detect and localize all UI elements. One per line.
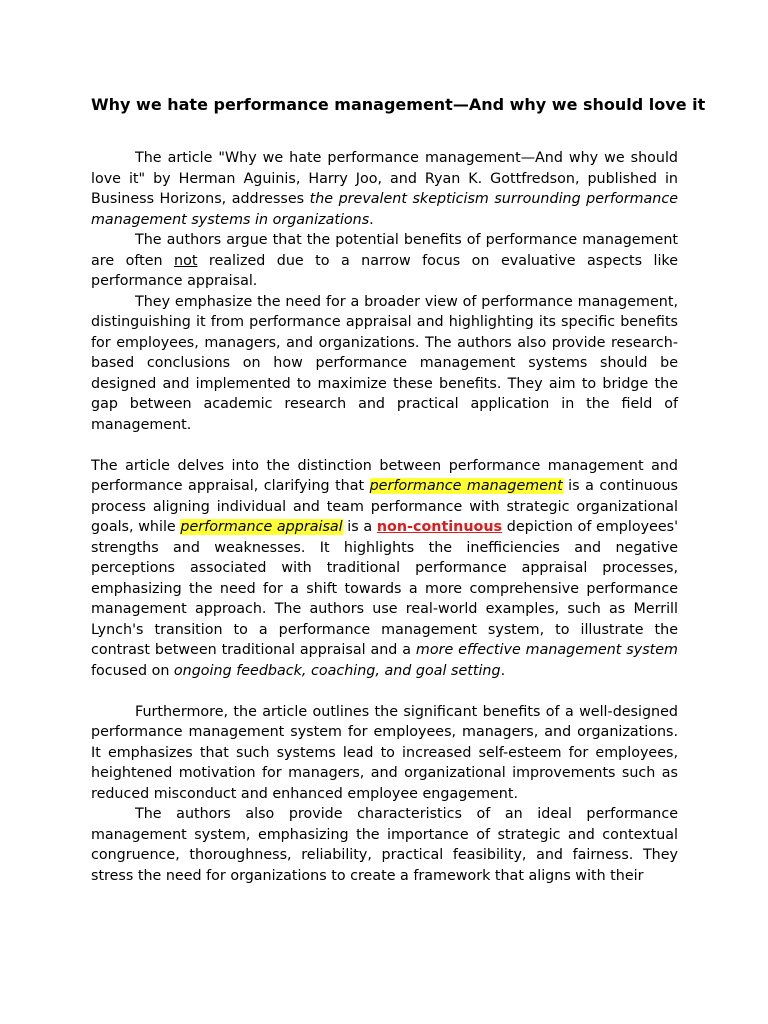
underlined-text: not xyxy=(174,252,198,269)
text-run: focused on xyxy=(91,662,174,679)
paragraph-1 xyxy=(91,148,678,230)
document-title: Why we hate performance management—And why we should love it xyxy=(91,95,706,114)
text-run: The authors argue that the potential benefits of performance management are often xyxy=(91,232,678,269)
red-emphasis-term: non-continuous xyxy=(376,519,503,535)
paragraph-2 xyxy=(91,230,678,292)
highlighted-term: performance appraisal xyxy=(180,519,343,535)
paragraph-3: They emphasize the need for a broader view of performance management, distinguishing it from performance appraisal and highlighting its specific benefits for employees, managers, and organizations. The authors also provide research-based conclusions on how performance management systems should be designed and implemented to maximize these benefits. They aim to bridge the gap between academic research and practical application in the field of management. xyxy=(91,293,678,433)
text-run: The article "Why we hate performance management—And why we should love it" by Herman Aguinis, Harry Joo, and Ryan K. Gottfredson, published in Business Horizons, addresses xyxy=(91,150,678,207)
paragraph-6: The authors also provide characteristics of an ideal performance management system, emphasizing the importance of strategic and contextual congruence, thoroughness, reliability, practical feasibility, and fairness. They stress the need for organizations to create a framework that aligns with their xyxy=(91,806,678,884)
text-run: . xyxy=(500,662,506,679)
text-run: is a xyxy=(342,519,377,535)
text-run: . xyxy=(369,211,374,228)
paragraph-4 xyxy=(91,456,678,682)
italic-text: more effective management system xyxy=(415,642,678,658)
italic-text: ongoing feedback, coaching, and goal setting xyxy=(173,662,501,679)
text-run: The article delves into the distinction between performance management and performance appraisal, clarifying that xyxy=(91,457,678,494)
text-run: depiction of employees' strengths and weaknesses. It highlights the inefficiencies and negative perceptions associated with traditional performance appraisal processes, emphasizing the need for a shift towards a more comprehensive performance management approach. The authors use real-world examples, such as Merrill Lynch's transition to a performance management system, to illustrate the contrast between traditional appraisal and a xyxy=(91,519,679,658)
text-run: is a continuous process aligning individual and team performance with strategic organizational goals, while xyxy=(91,478,678,535)
text-run: realized due to a narrow focus on evaluative aspects like performance appraisal. xyxy=(91,252,678,289)
highlighted-term: performance management xyxy=(369,478,563,494)
italic-text: the prevalent skepticism surrounding performance management systems in organizations xyxy=(91,191,678,228)
paragraph-5: Furthermore, the article outlines the significant benefits of a well-designed performance management system for employees, managers, and organizations. It emphasizes that such systems lead to increased self-esteem for employees, heightened motivation for managers, and organizational improvements such as reduced misconduct and enhanced employee engagement. xyxy=(91,703,678,802)
document-body xyxy=(91,148,678,886)
